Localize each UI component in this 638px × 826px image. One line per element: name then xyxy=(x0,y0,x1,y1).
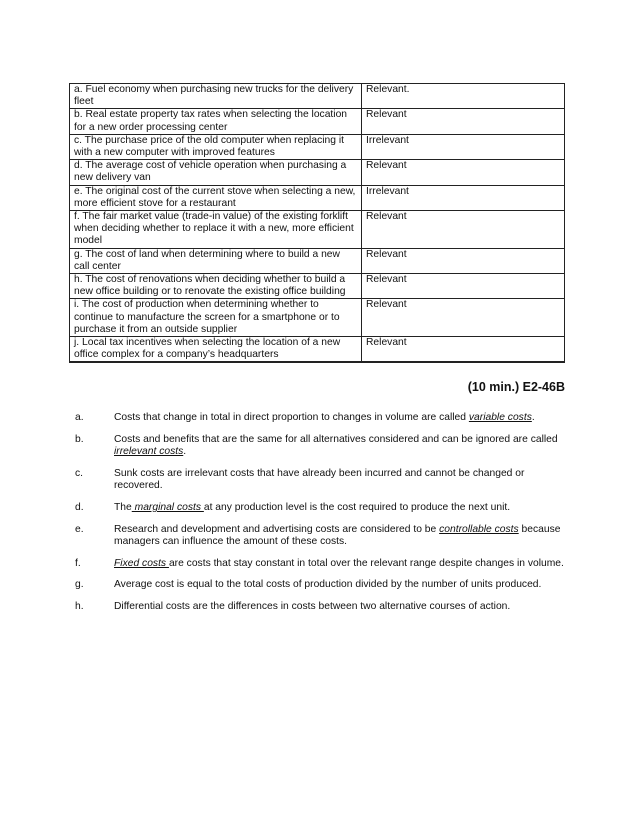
verdict-cell: Relevant xyxy=(362,211,565,249)
table-row xyxy=(70,109,565,134)
statement-text xyxy=(114,412,575,425)
statement-text: Sunk costs are irrelevant costs that have already been incurred and cannot be changed or recovered. xyxy=(114,467,525,492)
statement-text-before: Costs and benefits that are the same for all alternatives considered and can be ignored are called xyxy=(114,433,558,445)
table-row xyxy=(70,185,565,210)
item-cell: j. Local tax incentives when selecting the location of a new office complex for a company’s headquarters xyxy=(70,337,362,363)
exercise-heading: (10 min.) E2-46B xyxy=(467,380,565,394)
statement-text-after: because managers can influence the amount of these costs. xyxy=(114,523,561,548)
verdict-cell: Irrelevant xyxy=(362,134,565,159)
table-row xyxy=(70,299,565,337)
answer-term: marginal costs xyxy=(131,501,204,513)
statement-text xyxy=(114,558,575,571)
statement-text-after: . xyxy=(531,412,535,423)
statement-d xyxy=(75,502,575,515)
verdict-cell: Relevant xyxy=(362,160,565,185)
statement-text xyxy=(114,502,575,515)
verdict-cell: Relevant xyxy=(362,299,565,337)
statement-text-after: are costs that stay constant in total over the relevant range despite changes in volume. xyxy=(168,557,564,569)
statement-letter: d. xyxy=(75,501,84,513)
statement-letter: e. xyxy=(75,523,84,535)
relevance-table xyxy=(69,83,565,363)
statement-text xyxy=(114,524,575,549)
statement-text: Differential costs are the differences in costs between two alternative courses of action. xyxy=(114,600,511,612)
statement-letter: b. xyxy=(75,433,84,445)
statement-text-before: Research and development and advertising costs are considered to be xyxy=(114,523,440,535)
statement-text: Average cost is equal to the total costs of production divided by the number of units produced. xyxy=(114,579,542,591)
table-row xyxy=(70,337,565,363)
answer-term: controllable costs xyxy=(439,523,519,535)
table-row xyxy=(70,211,565,249)
statement-h xyxy=(75,601,575,614)
table-row xyxy=(70,134,565,159)
statement-letter: c. xyxy=(75,467,84,479)
item-cell: c. The purchase price of the old computer when replacing it with a new computer with improved features xyxy=(70,134,362,159)
statement-text xyxy=(114,434,575,459)
table-row xyxy=(70,248,565,273)
answer-term: variable costs xyxy=(468,412,532,423)
statement-letter: a. xyxy=(75,412,84,423)
statement-a xyxy=(75,412,575,425)
statement-list xyxy=(75,412,575,623)
statement-b xyxy=(75,434,575,459)
statement-text-after: at any production level is the cost required to produce the next unit. xyxy=(203,501,511,513)
statement-e xyxy=(75,524,575,549)
item-cell: b. Real estate property tax rates when selecting the location for a new order processing center xyxy=(70,109,362,134)
answer-term: Fixed costs xyxy=(114,557,169,569)
statement-letter: g. xyxy=(75,579,84,591)
item-cell: f. The fair market value (trade-in value) of the existing forklift when deciding whether to replace it with a new, more efficient model xyxy=(70,211,362,249)
verdict-cell: Relevant. xyxy=(362,84,565,109)
verdict-cell: Relevant xyxy=(362,337,565,363)
table-row xyxy=(70,274,565,299)
item-cell: a. Fuel economy when purchasing new trucks for the delivery fleet xyxy=(70,84,362,109)
table-row xyxy=(70,160,565,185)
verdict-cell: Relevant xyxy=(362,109,565,134)
verdict-cell: Relevant xyxy=(362,248,565,273)
statement-letter: f. xyxy=(75,557,81,569)
statement-c xyxy=(75,468,575,493)
statement-text-before: Costs that change in total in direct proportion to changes in volume are called xyxy=(114,412,469,423)
statement-letter: h. xyxy=(75,600,84,612)
verdict-cell: Irrelevant xyxy=(362,185,565,210)
statement-g xyxy=(75,579,575,592)
statement-text-after: . xyxy=(183,446,187,458)
item-cell: g. The cost of land when determining where to build a new call center xyxy=(70,248,362,273)
item-cell: i. The cost of production when determining whether to continue to manufacture the screen for a smartphone or to purchase it from an outside supplier xyxy=(70,299,362,337)
answer-term: irrelevant costs xyxy=(114,446,184,458)
table-row xyxy=(70,84,565,109)
verdict-cell: Relevant xyxy=(362,274,565,299)
statement-f xyxy=(75,558,575,571)
item-cell: d. The average cost of vehicle operation when purchasing a new delivery van xyxy=(70,160,362,185)
item-cell: h. The cost of renovations when deciding whether to build a new office building or to renovate the existing office building xyxy=(70,274,362,299)
statement-text-before: The xyxy=(114,501,132,513)
item-cell: e. The original cost of the current stove when selecting a new, more efficient stove for a restaurant xyxy=(70,185,362,210)
